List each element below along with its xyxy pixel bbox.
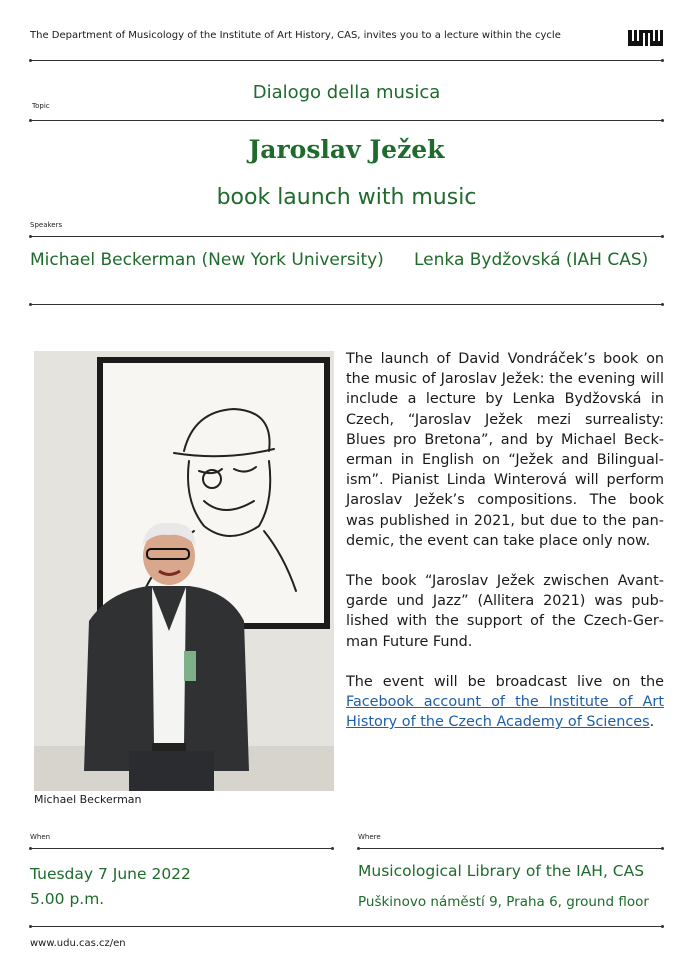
when-label: When [30,833,51,841]
photo-caption: Michael Beckerman [34,793,142,806]
divider [30,848,333,849]
speaker-photo [34,351,334,791]
divider [30,60,663,61]
broadcast-lead: The event will be broadcast live on the [346,673,664,690]
event-address: Puškinovo náměstí 9, Praha 6, ground floor [358,894,649,910]
event-subtitle: book launch with music [216,185,477,210]
event-title: Jaroslav Ježek [248,135,445,164]
facebook-link[interactable]: Facebook account of the Institute of Art History of the Czech Academy of Sciences [346,694,664,731]
udu-logo-icon [628,28,663,48]
event-venue: Musicological Library of the IAH, CAS [358,862,645,880]
speakers-label: Speakers [30,221,63,229]
topic-label: Topic [32,102,50,110]
invitation-text: The Department of Musicology of the Institute of Art History, CAS, invites you to a lecture within the cycle [30,30,561,41]
divider [30,304,663,305]
event-time: 5.00 p.m. [30,890,105,908]
description-paragraph-2: The book “Jaroslav Ježek zwischen Avantgarde und Jazz” (Allitera 2021) was published with the support of the Czech-German Future Fund. [346,573,664,650]
divider [30,236,663,237]
divider [358,848,663,849]
footer-url[interactable]: www.udu.cas.cz/en [30,938,126,949]
description-paragraph-3 [346,672,664,733]
divider [30,926,663,927]
divider [30,120,663,121]
cycle-name: Dialogo della musica [252,82,441,103]
event-date: Tuesday 7 June 2022 [30,865,191,883]
description-paragraph-1: The launch of David Vondráček’s book on the music of Jaroslav Ježek: the evening will include a lecture by Lenka Bydžovská in Czech, “Jaroslav Ježek mezi surrealisty: Blues pro Bretona”, and by Michael Beckerman in English on “Ježek and Bilingualism”. Pianist Linda Winterová will perform Jaroslav Ježek’s compositions. The book was published in 2021, but due to the pandemic, the event can take place only now. [346,351,664,549]
speaker-2: Lenka Bydžovská (IAH CAS) [414,250,649,270]
speaker-1: Michael Beckerman (New York University) [30,250,384,270]
event-description [346,349,664,752]
broadcast-end: . [649,714,655,731]
where-label: Where [358,833,381,841]
event-when [30,862,191,912]
